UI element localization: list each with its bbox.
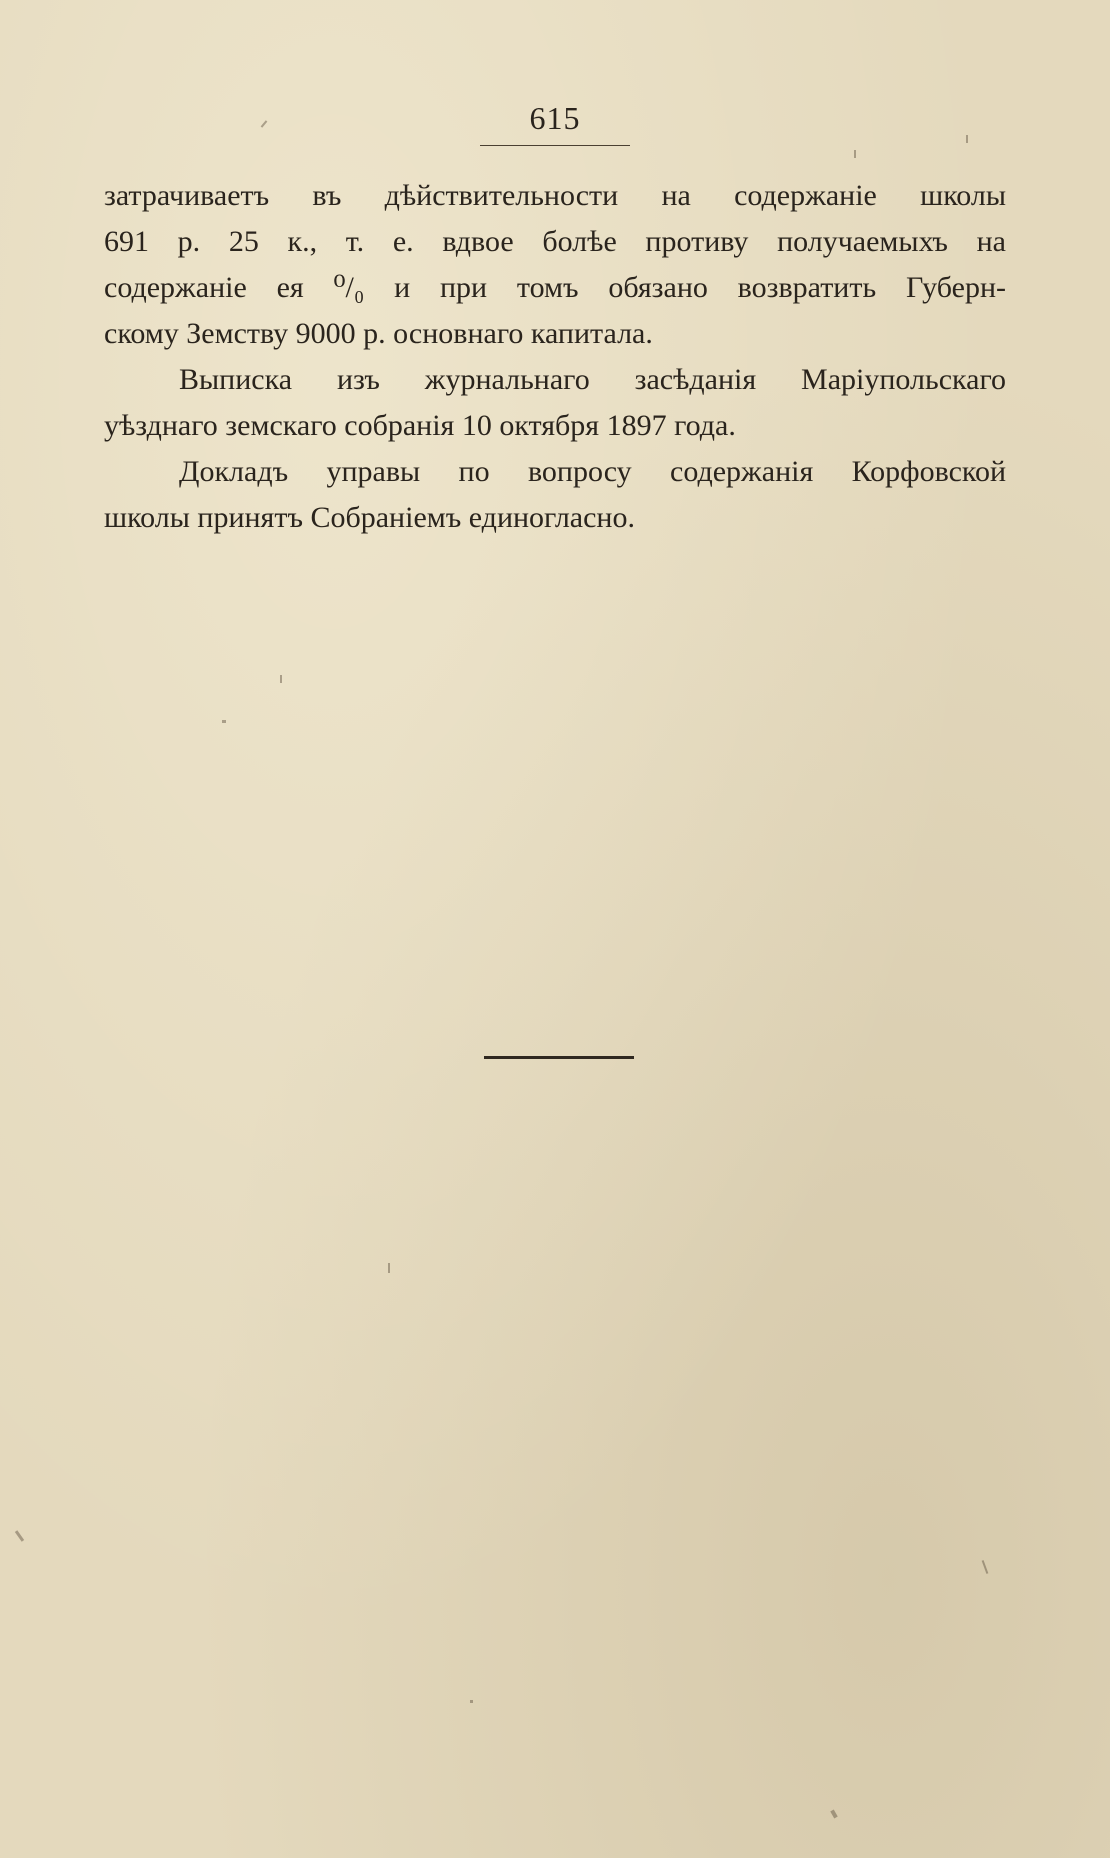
paper-speck: [854, 150, 856, 158]
paper-speck: [261, 120, 268, 127]
paper-speck: [280, 675, 282, 683]
text-line: скому Земству 9000 р. основнаго капитала.: [104, 317, 653, 350]
paper-speck: [15, 1530, 24, 1542]
text-line: содержаніе ея ⁰/₀ и при томъ обязано возвратить Губерн-: [104, 271, 1006, 304]
text-line: Докладъ управы по вопросу содержанія Корфовской: [179, 455, 1006, 488]
page-number-rule: [480, 145, 630, 146]
paper-speck: [388, 1263, 390, 1273]
paper-speck: [982, 1560, 989, 1574]
section-end-rule: [484, 1056, 634, 1059]
page-number: 615: [529, 100, 581, 136]
paper-speck: [470, 1700, 473, 1703]
text-line: Выписка изъ журнальнаго засѣданія Маріупольскаго: [179, 363, 1006, 396]
paper-speck: [222, 720, 226, 723]
paper-speck: [830, 1810, 837, 1819]
text-line: затрачиваетъ въ дѣйствительности на содержаніе школы: [104, 179, 1006, 212]
paper-speck: [966, 135, 968, 143]
text-line: уѣзднаго земскаго собранія 10 октября 1897 года.: [104, 409, 736, 442]
text-line: 691 р. 25 к., т. е. вдвое болѣе противу получаемыхъ на: [104, 225, 1006, 258]
body-text: [104, 173, 1006, 541]
text-line: школы принятъ Собраніемъ единогласно.: [104, 501, 635, 534]
